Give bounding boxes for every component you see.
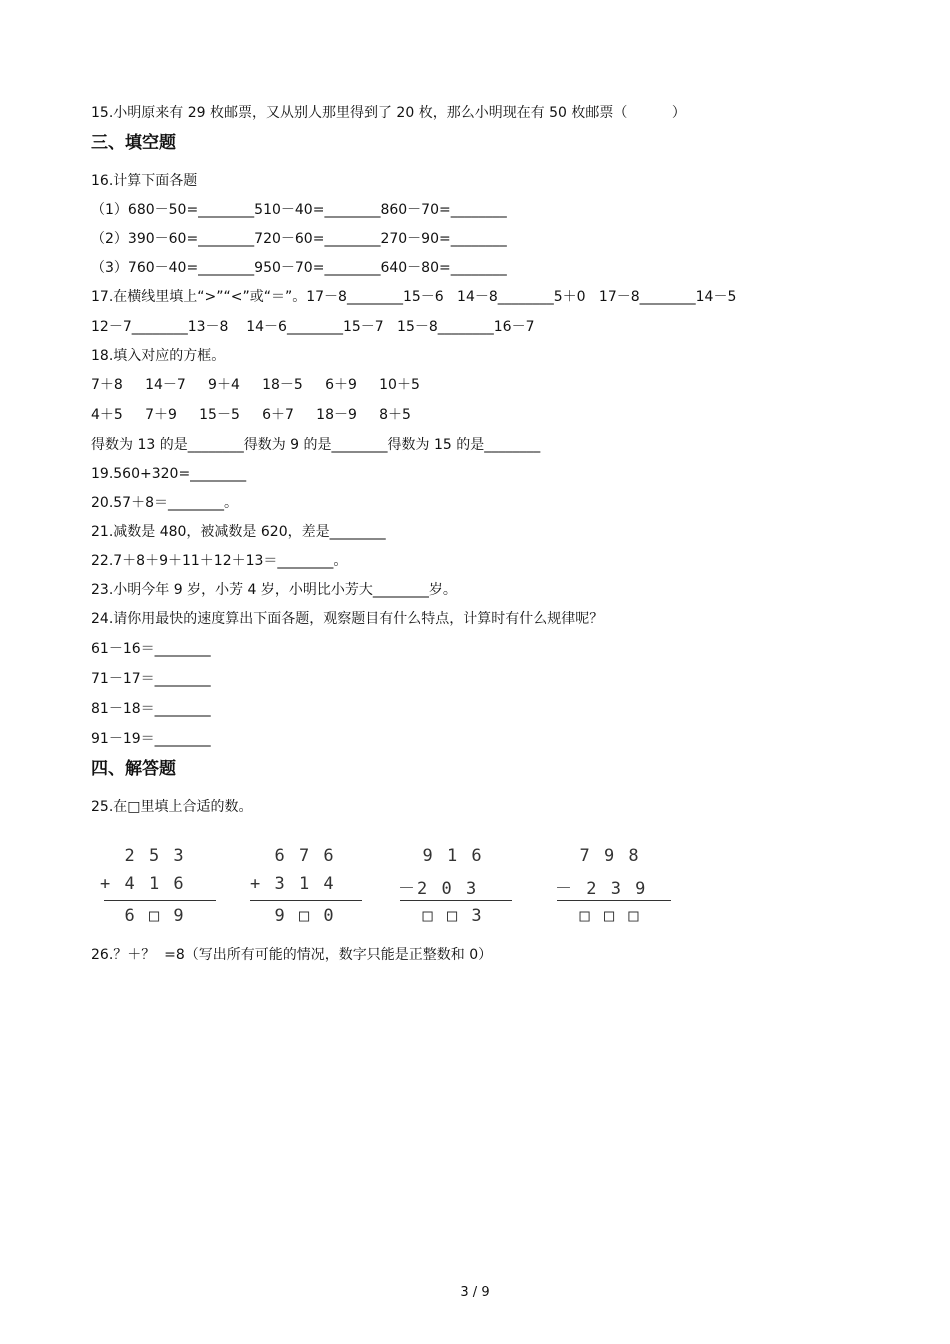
vertical-calc-top: 9 1 6 [398, 846, 484, 866]
vertical-calc-2 [250, 840, 390, 930]
vertical-calc-middle: + 4 1 6 [100, 874, 186, 894]
vertical-calc-middle: + 3 1 4 [250, 874, 336, 894]
question-15: 15.小明原来有 29 枚邮票，又从别人那里得到了 20 枚，那么小明现在有 50 枚邮票（ ） [91, 105, 686, 121]
vertical-calc-result[interactable]: □ □ 3 [398, 906, 484, 926]
vertical-calc-rule [104, 900, 216, 901]
vertical-calc-rule [250, 900, 362, 901]
question-25: 25.在□里填上合适的数。 [91, 799, 253, 815]
vertical-calc-result[interactable]: 6 □ 9 [100, 906, 186, 926]
question-18: 18.填入对应的方框。 [91, 348, 226, 364]
question-24-item-3: 81－18＝________ [91, 701, 211, 717]
question-16-row-2: （2）390－60=________720－60=________270－90=________ [91, 231, 507, 247]
question-20: 20.57＋8＝________。 [91, 495, 238, 511]
vertical-calc-rule [557, 900, 671, 901]
question-16-row-3: （3）760－40=________950－70=________640－80=________ [91, 260, 507, 276]
question-17-line-1: 17.在横线里填上“>”“<”或“＝”。17－8________15－6 14－8________5＋0 17－8________14－5 [91, 289, 737, 305]
question-24-item-4: 91－19＝________ [91, 731, 211, 747]
question-21: 21.减数是 480，被减数是 620，差是________ [91, 524, 386, 540]
vertical-calc-top: 2 5 3 [100, 846, 186, 866]
page-number: 3 / 9 [460, 1285, 490, 1300]
question-23: 23.小明今年 9 岁，小芳 4 岁，小明比小芳大________岁。 [91, 582, 457, 598]
vertical-calc-middle: － 2 3 9 [555, 879, 648, 899]
question-19: 19.560+320=________ [91, 466, 247, 482]
vertical-calc-3 [398, 840, 538, 930]
question-22: 22.7＋8＋9＋11＋12＋13＝________。 [91, 553, 348, 569]
question-26: 26.？＋？ =8（写出所有可能的情况，数字只能是正整数和 0） [91, 947, 493, 963]
question-24-item-2: 71－17＝________ [91, 671, 211, 687]
vertical-calc-result[interactable]: 9 □ 0 [250, 906, 336, 926]
question-24-item-1: 61－16＝________ [91, 641, 211, 657]
vertical-calc-result[interactable]: □ □ □ [555, 906, 641, 926]
question-18-row-3: 得数为 13 的是________得数为 9 的是________得数为 15 的是________ [91, 437, 541, 453]
question-16-row-1: （1）680－50=________510－40=________860－70=________ [91, 202, 507, 218]
section-heading-fill-blank: 三、填空题 [91, 133, 176, 153]
section-heading-word-problems: 四、解答题 [91, 759, 176, 779]
question-18-row-2: 4＋5 7＋9 15－5 6＋7 18－9 8＋5 [91, 407, 411, 423]
vertical-calc-rule [400, 900, 512, 901]
vertical-calc-1 [100, 840, 240, 930]
vertical-calc-4 [555, 840, 695, 930]
question-18-row-1: 7＋8 14－7 9＋4 18－5 6＋9 10＋5 [91, 377, 420, 393]
vertical-calc-top: 7 9 8 [555, 846, 641, 866]
question-16: 16.计算下面各题 [91, 173, 198, 189]
question-17-line-2: 12－7________13－8 14－6________15－7 15－8________16－7 [91, 319, 535, 335]
vertical-calc-top: 6 7 6 [250, 846, 336, 866]
vertical-calc-middle: －2 0 3 [398, 879, 479, 899]
question-24: 24.请你用最快的速度算出下面各题，观察题目有什么特点，计算时有什么规律呢？ [91, 611, 604, 627]
